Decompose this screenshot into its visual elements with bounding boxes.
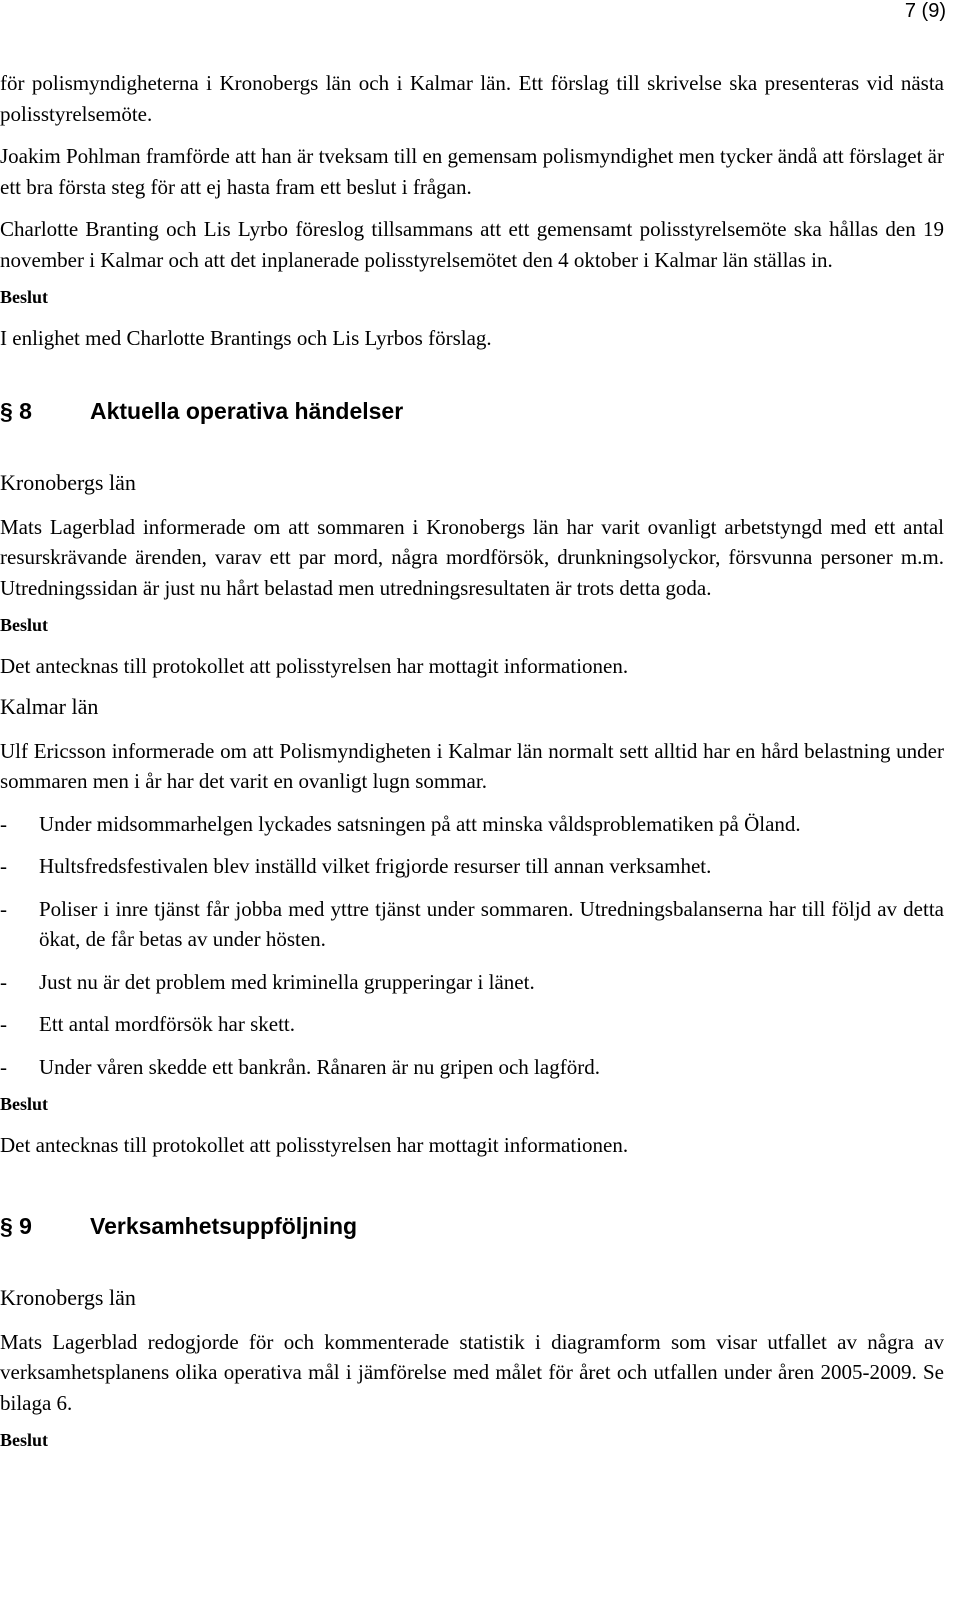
paragraph-proposal: Charlotte Branting och Lis Lyrbo föreslog tillsammans att ett gemensamt polisstyrelsemöte ska hållas den 19 november i Kalmar och att det inplanerade polisstyrelsemötet den 4 oktober i Kalmar län ställas in. (0, 217, 944, 272)
kronoberg-heading: Kronobergs län (0, 469, 136, 495)
page-content (0, 68, 944, 1452)
beslut-label: Beslut (0, 1430, 49, 1450)
page-number: 7 (9) (904, 0, 946, 22)
list-item-text: Hultsfredsfestivalen blev inställd vilket frigjorde resurser till annan verksamhet. (39, 854, 712, 878)
beslut-label: Beslut (0, 287, 49, 307)
section-8-title: Aktuella operativa händelser (90, 397, 404, 424)
list-dash: - (0, 811, 7, 836)
list-item (0, 894, 944, 955)
kalmar-decision: Det antecknas till protokollet att polisstyrelsen har mottagit informationen. (0, 1133, 629, 1157)
list-item-text: Under midsommarhelgen lyckades satsningen på att minska våldsproblematiken på Öland. (39, 811, 801, 836)
list-item-text: Poliser i inre tjänst får jobba med yttre tjänst under sommaren. Utredningsbalanserna har till följd av detta ökat, de får betas av under hösten. (39, 896, 944, 951)
section-9-heading (0, 1211, 944, 1241)
list-item-text: Just nu är det problem med kriminella grupperingar i länet. (39, 969, 535, 994)
kalmar-heading: Kalmar län (0, 693, 99, 719)
list-item (0, 809, 944, 840)
list-dash: - (0, 1012, 7, 1036)
kronoberg-text: Mats Lagerblad informerade om att sommaren i Kronobergs län har varit ovanligt arbetstyngd med ett antal resurskrävande ärenden, varav ett par mord, några mordförsök, drunkningsolyckor, försvunna personer m.m. Utredningssidan är just nu hårt belastad men utredningsresultaten är trots detta goda. (0, 514, 944, 600)
list-item (0, 851, 944, 882)
list-dash: - (0, 896, 7, 921)
list-item (0, 1052, 944, 1083)
list-item-text: Ett antal mordförsök har skett. (39, 1012, 296, 1036)
list-dash: - (0, 969, 7, 994)
list-item (0, 967, 944, 998)
list-item (0, 1009, 944, 1040)
list-item-text: Under våren skedde ett bankrån. Rånaren är nu gripen och lagförd. (39, 1054, 600, 1079)
beslut-label: Beslut (0, 1094, 49, 1114)
paragraph-intro: för polismyndigheterna i Kronobergs län och i Kalmar län. Ett förslag till skrivelse ska presenteras vid nästa polisstyrelsemöte. (0, 71, 944, 126)
list-dash: - (0, 854, 7, 878)
decision-text: I enlighet med Charlotte Brantings och Lis Lyrbos förslag. (0, 326, 492, 350)
kronoberg-decision: Det antecknas till protokollet att polisstyrelsen har mottagit informationen. (0, 654, 629, 678)
section-8-heading (0, 396, 944, 426)
section-9-number: § 9 (0, 1212, 32, 1239)
kronoberg-followup-text: Mats Lagerblad redogjorde för och kommenterade statistik i diagramform som visar utfallet av några av verksamhetsplanens olika operativa mål i jämförelse med målet för året och utfallen under åren 2005-2009. Se bilaga 6. (0, 1329, 944, 1415)
beslut-label: Beslut (0, 615, 49, 635)
kronoberg-heading: Kronobergs län (0, 1284, 136, 1310)
section-9-title: Verksamhetsuppföljning (90, 1212, 358, 1239)
paragraph-pohlman: Joakim Pohlman framförde att han är tveksam till en gemensam polismyndighet men tycker ändå att förslaget är ett bra första steg för att ej hasta fram ett beslut i frågan. (0, 144, 944, 199)
section-8-number: § 8 (0, 397, 32, 424)
kalmar-text: Ulf Ericsson informerade om att Polismyndigheten i Kalmar län normalt sett alltid har en hård belastning under sommaren men i år har det varit en ovanligt lugn sommar. (0, 738, 944, 793)
list-dash: - (0, 1054, 7, 1079)
